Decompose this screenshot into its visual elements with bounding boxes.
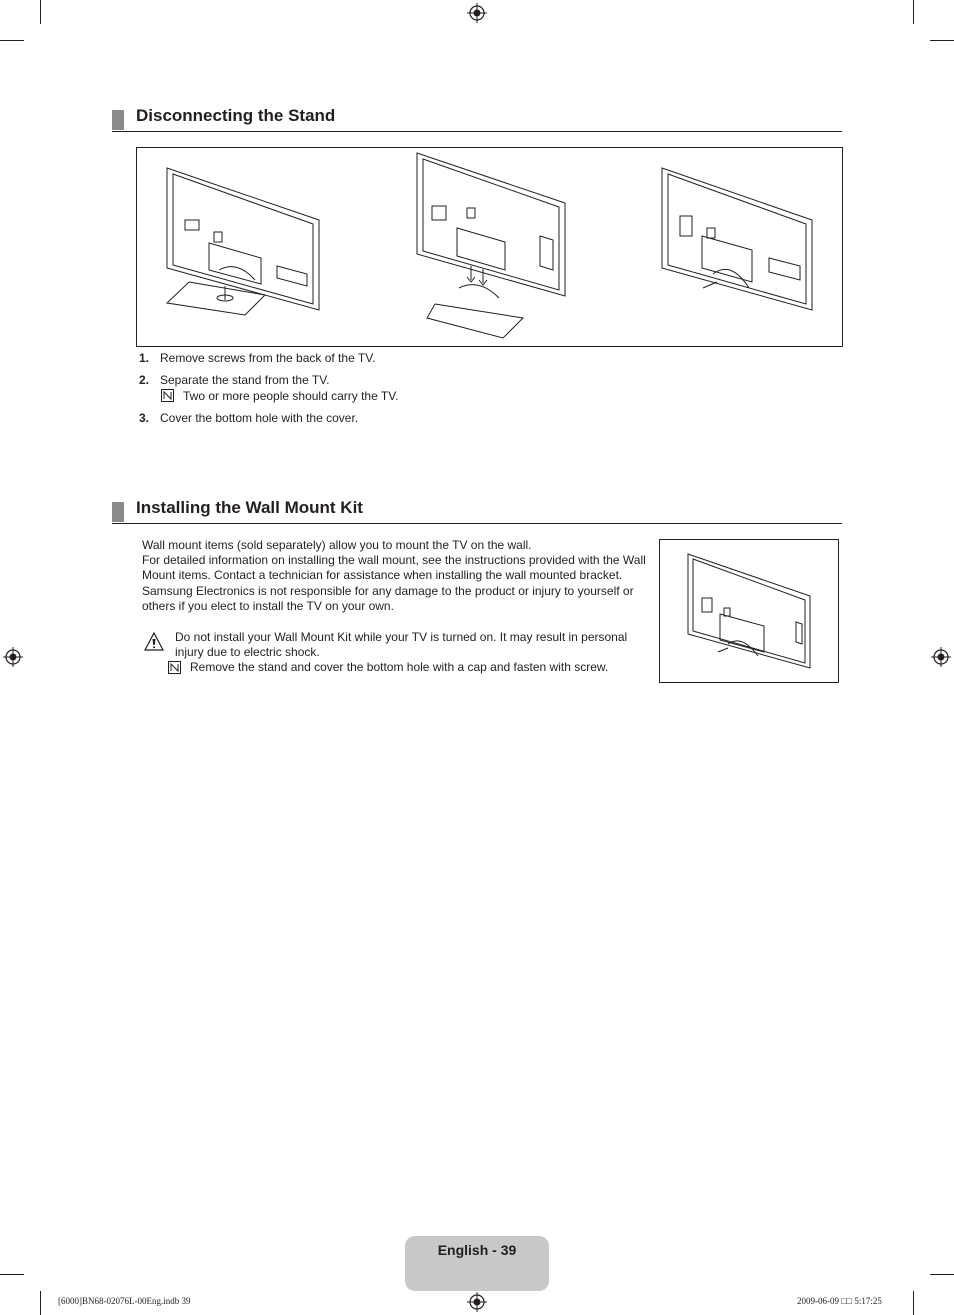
stand-removal-illustration [136,147,843,347]
heading-bar [112,110,124,130]
step-text: Remove screws from the back of the TV. [160,351,376,365]
registration-mark-icon [931,647,951,667]
paragraph: For detailed information on installing the wall mount, see the instructions provided with the Wall Mount items. Contact a technician for assistance when installing the wall mounted bracket. [142,553,646,583]
tv-back-drawing [660,540,838,682]
note-icon [168,661,181,674]
registration-mark-icon [467,3,487,23]
crop-mark [40,1291,41,1315]
registration-mark-icon [467,1292,487,1312]
page-label: English - 39 [437,1242,517,1258]
step-number: 2. [139,373,150,387]
print-slug-right: 2009-06-09 □□ 5:17:25 [797,1296,882,1306]
step-number: 1. [139,351,150,365]
wall-mount-illustration [659,539,839,683]
registration-mark-icon [3,647,23,667]
heading-bar [112,502,124,522]
section-title: Disconnecting the Stand [136,106,336,125]
paragraph: Samsung Electronics is not responsible for any damage to the product or injury to yourself or others if you elect to install the TV on your own. [142,583,634,613]
crop-mark [40,0,41,24]
crop-mark [913,0,914,24]
crop-mark [913,1291,914,1315]
tv-back-drawings [137,148,842,346]
step-text: Cover the bottom hole with the cover. [160,411,359,425]
crop-mark [0,40,24,41]
warning-text: Do not install your Wall Mount Kit while your TV is turned on. It may result in personal injury due to electric shock. [175,630,628,660]
wall-mount-description [142,538,648,614]
note-icon [161,389,174,402]
crop-mark [930,1274,954,1275]
section-heading-disconnecting-stand [112,106,842,132]
page-number-tab [405,1236,549,1291]
note-text: Two or more people should carry the TV. [183,389,399,403]
section-heading-wall-mount [112,498,842,524]
print-slug-left: [6000]BN68-02076L-00Eng.indb 39 [58,1296,191,1306]
warning-icon [143,631,165,653]
note-text: Remove the stand and cover the bottom hole with a cap and fasten with screw. [190,660,609,674]
crop-mark [930,40,954,41]
step-number: 3. [139,411,150,425]
paragraph: Wall mount items (sold separately) allow you to mount the TV on the wall. [142,538,532,552]
step-text: Separate the stand from the TV. [160,373,330,387]
crop-mark [0,1274,24,1275]
section-title: Installing the Wall Mount Kit [136,498,363,517]
